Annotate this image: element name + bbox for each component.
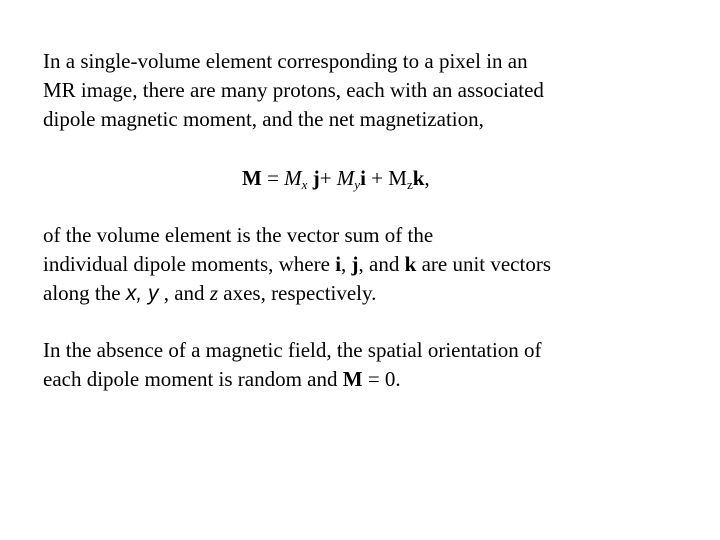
- text-line: [43, 365, 683, 394]
- unit-vector-j: j: [351, 252, 359, 276]
- text-fragment: = 0.: [362, 367, 401, 391]
- eq-j: j: [307, 166, 320, 190]
- text-line: [43, 279, 683, 308]
- text-line: of the volume element is the vector sum of the: [43, 223, 434, 247]
- eq-plus: +: [319, 166, 337, 190]
- text-line: [43, 250, 683, 279]
- eq-M: M: [242, 166, 262, 190]
- eq-comma: ,: [424, 166, 430, 190]
- eq-equals: =: [261, 166, 285, 190]
- text-line: MR image, there are many protons, each with an associated: [43, 78, 544, 102]
- text-fragment: each dipole moment is random and: [43, 367, 343, 391]
- absence-paragraph: [43, 336, 683, 394]
- axis-y: y: [147, 282, 159, 305]
- eq-plus-Mz: + M: [365, 166, 407, 190]
- text-fragment: individual dipole moments, where: [43, 252, 336, 276]
- eq-k: k: [412, 166, 425, 190]
- intro-paragraph: [43, 47, 683, 134]
- axis-z: z: [209, 281, 218, 305]
- text-fragment: are unit vectors: [416, 252, 552, 276]
- eq-My: M: [336, 166, 355, 190]
- text-line: In the absence of a magnetic field, the spatial orientation of: [43, 338, 542, 362]
- text-line: dipole magnetic moment, and the net magnetization,: [43, 107, 484, 131]
- text-fragment: along the: [43, 281, 126, 305]
- eq-sub-y: y: [354, 177, 361, 192]
- text-fragment: , and: [358, 252, 405, 276]
- vector-sum-paragraph: [43, 221, 683, 308]
- magnetization-M: M: [342, 367, 363, 391]
- magnetization-equation: [242, 164, 430, 193]
- text-fragment: ,: [341, 252, 352, 276]
- eq-i: i: [360, 166, 366, 190]
- unit-vector-i: i: [335, 252, 342, 276]
- axis-x: x,: [125, 282, 148, 305]
- text-line: In a single-volume element corresponding to a pixel in an: [43, 49, 528, 73]
- eq-sub-z: z: [406, 177, 413, 192]
- eq-sub-x: x: [301, 177, 308, 192]
- unit-vector-k: k: [404, 252, 417, 276]
- text-fragment: , and: [158, 281, 210, 305]
- text-fragment: axes, respectively.: [218, 281, 377, 305]
- eq-Mx: M: [284, 166, 302, 190]
